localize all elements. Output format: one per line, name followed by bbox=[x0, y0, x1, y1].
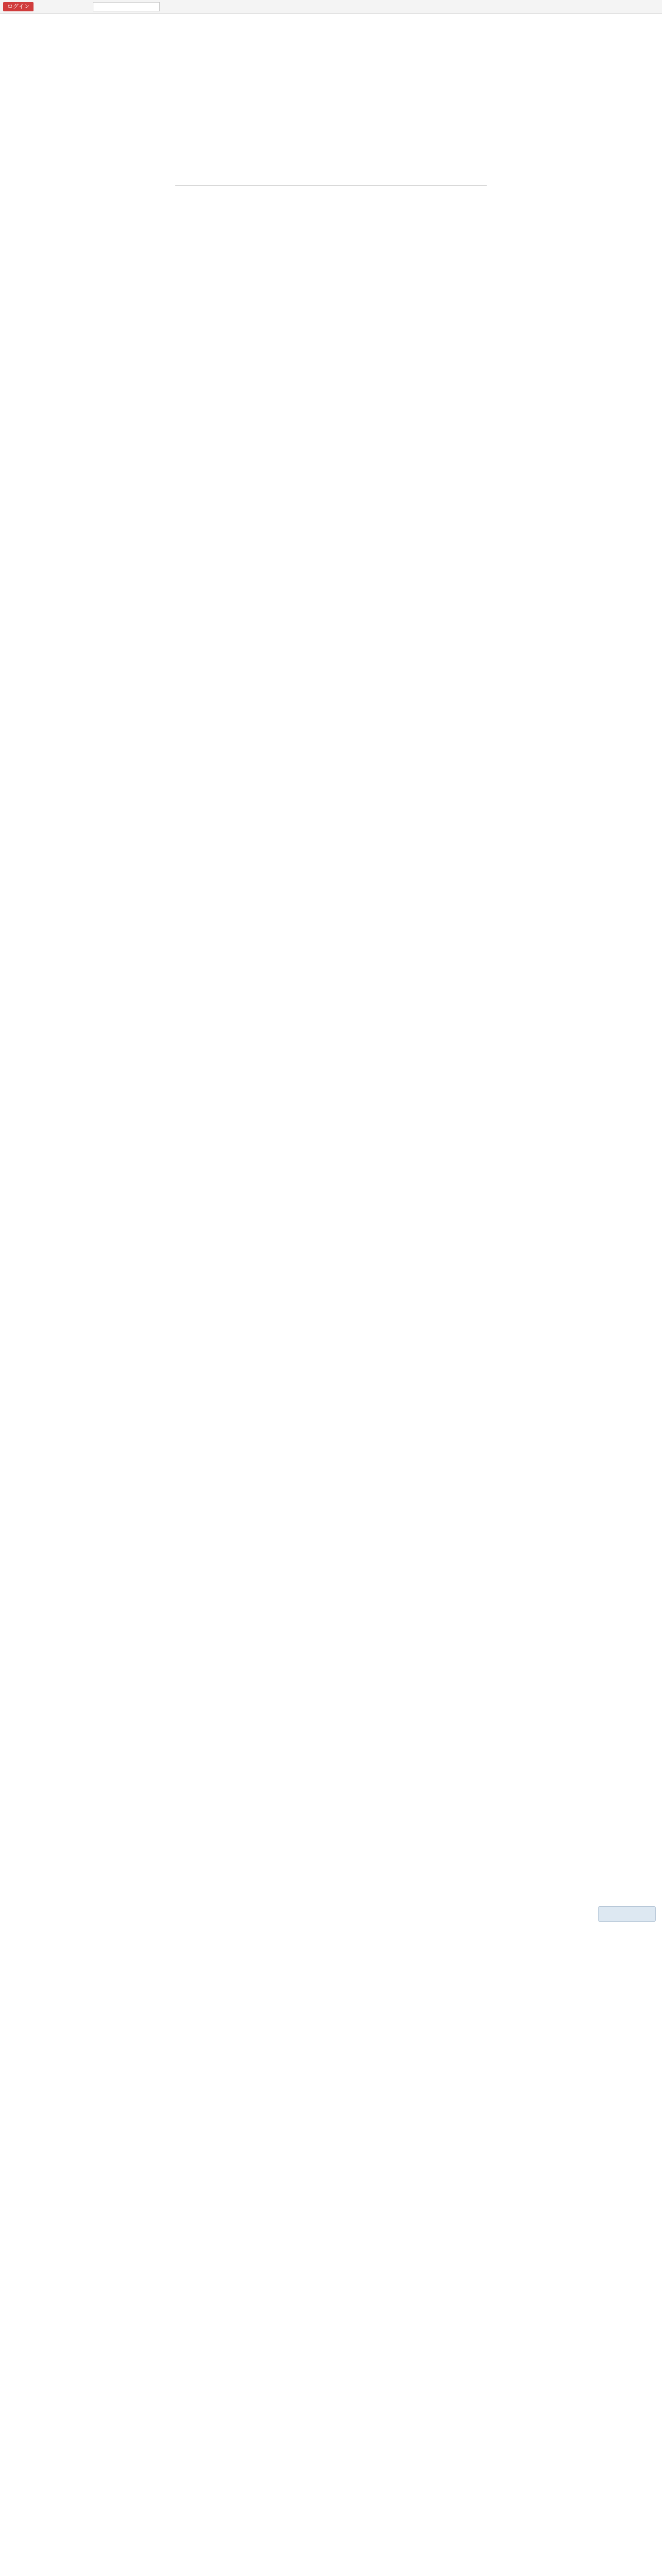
story-paragraph bbox=[175, 432, 487, 439]
floating-button[interactable] bbox=[598, 1906, 656, 1922]
story-paragraph bbox=[175, 1283, 487, 1290]
pager bbox=[289, 94, 307, 100]
story-paragraph bbox=[175, 461, 487, 468]
story-paragraph bbox=[175, 533, 487, 540]
story-paragraph bbox=[175, 893, 487, 901]
story-paragraph bbox=[175, 720, 487, 727]
story-paragraph bbox=[175, 908, 487, 915]
story-paragraph bbox=[175, 1110, 487, 1117]
story-paragraph bbox=[175, 1571, 487, 1579]
story-paragraph bbox=[175, 1413, 487, 1420]
story-paragraph bbox=[175, 879, 487, 886]
story-paragraph bbox=[175, 677, 487, 684]
top-bar bbox=[0, 0, 662, 14]
divider bbox=[175, 185, 487, 186]
story-paragraph bbox=[175, 706, 487, 713]
story-paragraph bbox=[175, 1297, 487, 1304]
story-paragraph bbox=[175, 1600, 487, 1607]
story-paragraph bbox=[175, 374, 487, 381]
story-paragraph bbox=[175, 951, 487, 958]
story-paragraph bbox=[175, 1543, 487, 1550]
story-paragraph bbox=[175, 1153, 487, 1160]
story-paragraph bbox=[175, 792, 487, 800]
story-paragraph bbox=[175, 1081, 487, 1088]
story-paragraph bbox=[175, 965, 487, 973]
story-paragraph bbox=[175, 1384, 487, 1391]
story-paragraph bbox=[175, 547, 487, 554]
story-paragraph bbox=[175, 1023, 487, 1030]
story-paragraph bbox=[175, 1586, 487, 1593]
story-paragraph bbox=[175, 691, 487, 699]
story-paragraph bbox=[175, 1355, 487, 1362]
story-paragraph bbox=[175, 648, 487, 655]
story-paragraph bbox=[175, 1095, 487, 1103]
story-paragraph bbox=[175, 1196, 487, 1204]
story-paragraph bbox=[175, 1225, 487, 1232]
story-paragraph bbox=[175, 850, 487, 857]
story-paragraph bbox=[175, 821, 487, 828]
story-paragraph bbox=[175, 273, 487, 280]
story-paragraph bbox=[175, 1470, 487, 1478]
story-paragraph bbox=[175, 619, 487, 626]
story-paragraph bbox=[175, 735, 487, 742]
story-paragraph bbox=[175, 1528, 487, 1535]
story-paragraph bbox=[175, 1124, 487, 1131]
story-paragraph bbox=[175, 1326, 487, 1333]
login-button[interactable]: ログイン bbox=[3, 2, 34, 11]
story-paragraph bbox=[175, 287, 487, 295]
story-paragraph bbox=[175, 937, 487, 944]
story-paragraph bbox=[175, 1398, 487, 1405]
story-paragraph bbox=[175, 634, 487, 641]
story-paragraph bbox=[175, 1427, 487, 1434]
story-paragraph bbox=[175, 865, 487, 872]
story-paragraph bbox=[175, 922, 487, 929]
story-paragraph bbox=[175, 244, 487, 251]
story-paragraph bbox=[175, 1139, 487, 1146]
story-paragraph bbox=[175, 259, 487, 266]
story-paragraph bbox=[175, 1182, 487, 1189]
story-paragraph bbox=[175, 1211, 487, 1218]
story-paragraph bbox=[175, 302, 487, 309]
story-paragraph bbox=[175, 316, 487, 324]
story-paragraph bbox=[175, 1254, 487, 1261]
story-paragraph bbox=[175, 201, 487, 208]
story-paragraph bbox=[175, 562, 487, 569]
story-paragraph bbox=[175, 1369, 487, 1377]
story-paragraph bbox=[175, 388, 487, 396]
story-paragraph bbox=[175, 1009, 487, 1016]
story-paragraph bbox=[175, 360, 487, 367]
story-body bbox=[175, 201, 487, 2576]
story-paragraph bbox=[175, 1456, 487, 1463]
story-paragraph bbox=[175, 1052, 487, 1059]
search-input[interactable] bbox=[93, 2, 160, 11]
story-paragraph bbox=[175, 489, 487, 497]
story-paragraph bbox=[175, 663, 487, 670]
story-paragraph bbox=[175, 215, 487, 223]
story-paragraph bbox=[175, 1442, 487, 1449]
story-paragraph bbox=[175, 778, 487, 785]
story-paragraph bbox=[175, 417, 487, 425]
story-paragraph bbox=[175, 504, 487, 511]
story-paragraph bbox=[175, 331, 487, 338]
story-paragraph bbox=[175, 764, 487, 771]
story-paragraph bbox=[175, 1557, 487, 1564]
story-paragraph bbox=[175, 576, 487, 583]
story-paragraph bbox=[175, 1514, 487, 1521]
story-paragraph bbox=[175, 1268, 487, 1276]
story-paragraph bbox=[175, 230, 487, 237]
story-paragraph bbox=[175, 403, 487, 410]
story-paragraph bbox=[175, 994, 487, 1002]
story-paragraph bbox=[175, 518, 487, 526]
story-paragraph bbox=[175, 1038, 487, 1045]
story-paragraph bbox=[175, 980, 487, 987]
story-paragraph bbox=[175, 1499, 487, 1506]
story-paragraph bbox=[175, 1485, 487, 1492]
story-paragraph bbox=[175, 605, 487, 612]
story-paragraph bbox=[175, 1341, 487, 1348]
story-paragraph bbox=[175, 345, 487, 352]
story-paragraph bbox=[175, 749, 487, 756]
story-paragraph bbox=[175, 807, 487, 814]
story-paragraph bbox=[175, 475, 487, 482]
story-paragraph bbox=[175, 1066, 487, 1074]
story-paragraph bbox=[175, 836, 487, 843]
story-paragraph bbox=[175, 1167, 487, 1175]
story-paragraph bbox=[175, 1312, 487, 1319]
story-paragraph bbox=[175, 446, 487, 453]
story-paragraph bbox=[175, 1240, 487, 1247]
story-paragraph bbox=[175, 1615, 487, 1622]
story-paragraph bbox=[175, 590, 487, 598]
